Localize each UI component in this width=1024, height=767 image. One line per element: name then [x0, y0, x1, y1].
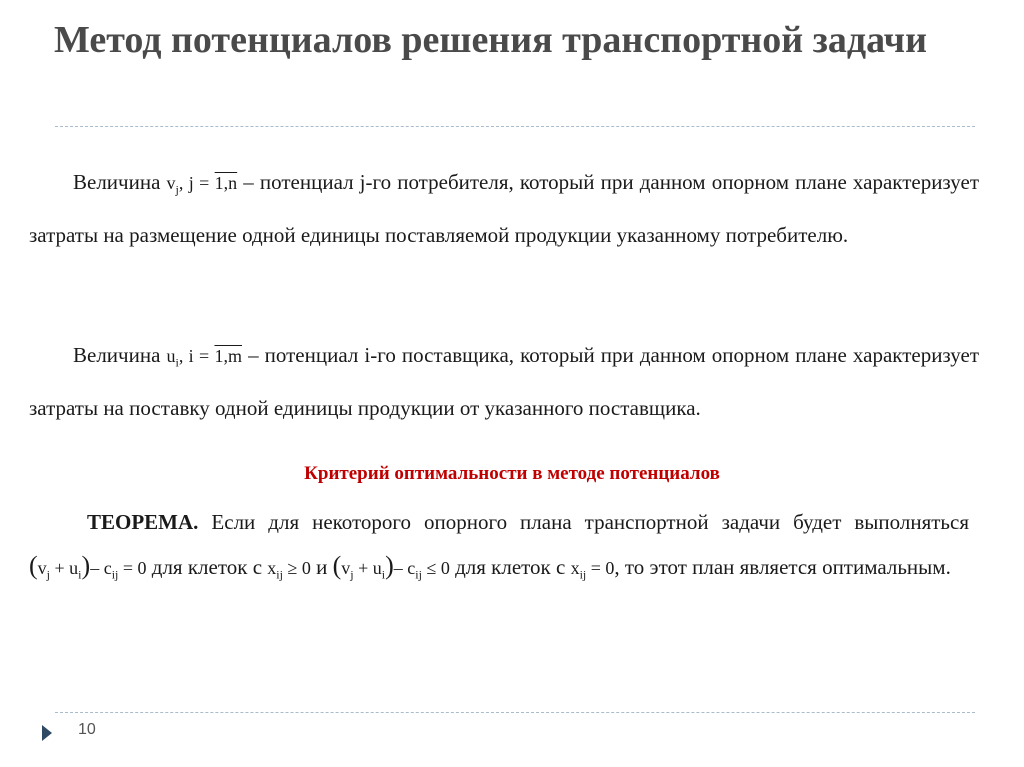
para1-text: – потенциал j-го потребителя, который при данном опорном плане характеризует затраты на размещение одной единицы поставляемой продукции указанному потребителю.	[29, 170, 980, 247]
formula-ui: $u_i$, i = 1,m	[166, 346, 242, 370]
theorem-label: ТЕОРЕМА.	[87, 510, 199, 534]
slide-title: Метод потенциалов решения транспортной задачи	[54, 19, 927, 61]
formula-x-zero: $x_{ij} = 0$	[570, 558, 615, 582]
formula-vj: $v_j$, j = 1,n	[166, 173, 238, 197]
slide-marker-triangle-icon	[42, 725, 52, 741]
formula-x-positive: $x_{ij} \ge 0$	[267, 558, 311, 582]
page-number: 10	[78, 721, 96, 738]
para1-lead: Величина	[73, 170, 161, 194]
criterion-heading: Критерий оптимальности в методе потенциалов	[304, 463, 720, 484]
formula-condition-basic: $(v_j + u_i)-$ $c_{ij} = 0$	[29, 551, 147, 582]
para2-lead: Величина	[73, 343, 161, 367]
formula-condition-free: $(v_j + u_i)-$ $c_{ij} \le 0$	[332, 551, 450, 582]
theorem-paragraph: ТЕОРЕМА. Если для некоторого опорного плана транспортной задачи будет выполняться $(v_j + u_i)-$ $c_{ij} = 0$ для клеток с $x_{ij} \ge 0$ и $(v_j + u_i)-$ $c_{ij} \le 0$ для клеток с $x_{ij} = 0$, то этот план является оптимальным.	[29, 510, 969, 582]
para2-text: – потенциал i-го поставщика, который при данном опорном плане характеризует затраты на поставку одной единицы продукции от указанного поставщика.	[29, 343, 980, 420]
paragraph-consumer-potential	[29, 160, 979, 258]
title-divider	[55, 126, 975, 127]
paragraph-supplier-potential	[29, 333, 979, 431]
footer-divider	[55, 712, 975, 713]
